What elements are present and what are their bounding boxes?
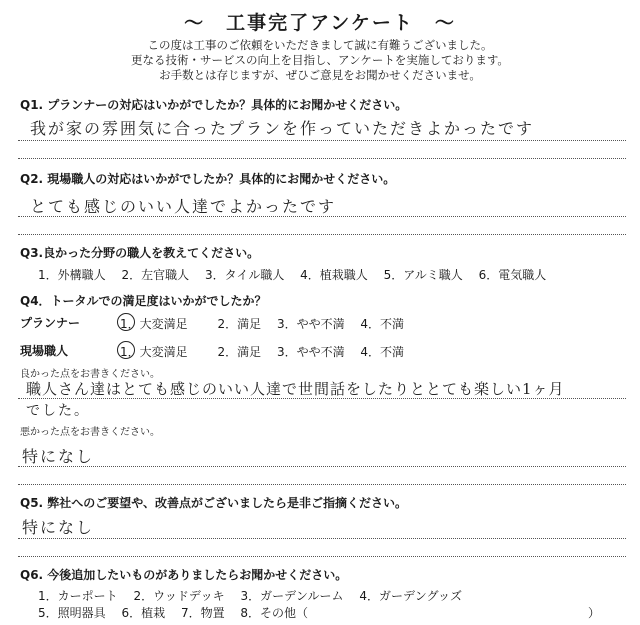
option-somewhat-dissatisfied[interactable]: 3．やや不満 <box>276 345 345 359</box>
option-other[interactable]: 8．その他（ <box>240 606 309 620</box>
q6-options-row1 <box>38 587 472 604</box>
answer-line <box>18 466 626 467</box>
survey-title: ～ 工事完了アンケート ～ <box>184 12 456 34</box>
option-lighting[interactable]: 5．照明器具 <box>38 606 106 620</box>
intro-text <box>0 38 640 83</box>
q2-question: Q2. 現場職人の対応はいかがでしたか？具体的にお聞かせください。 <box>20 172 396 186</box>
option-plasterer[interactable]: 2．左官職人 <box>121 268 190 282</box>
q2-answer: とても感じのいい人達でよかったです <box>30 197 337 216</box>
bad-points-label: 悪かった点をお書きください。 <box>20 427 160 438</box>
option-storage[interactable]: 7．物置 <box>180 606 225 620</box>
q6-question: Q6. 今後追加したいものがありましたらお聞かせください。 <box>20 568 348 582</box>
option-garden-goods[interactable]: 4．ガーデングッズ <box>359 589 462 603</box>
craftsman-options <box>120 343 414 360</box>
answer-line <box>18 158 626 159</box>
option-somewhat-dissatisfied[interactable]: 3．やや不満 <box>276 317 345 331</box>
answer-line <box>18 556 626 557</box>
option-garden-room[interactable]: 3．ガーデンルーム <box>240 589 344 603</box>
q5-question: Q5. 弊社へのご要望や、改善点がございましたら是非ご指摘ください。 <box>20 496 408 510</box>
q4-question: Q4．トータルでの満足度はいかがでしたか？ <box>20 294 267 308</box>
option-satisfied[interactable]: 2．満足 <box>217 317 262 331</box>
q1-answer: 我が家の雰囲気に合ったプランを作っていただきよかったです <box>30 119 535 138</box>
answer-line <box>18 538 626 539</box>
option-dissatisfied[interactable]: 4．不満 <box>360 317 405 331</box>
q3-question: Q3.良かった分野の職人を教えてください。 <box>20 246 260 260</box>
bad-points-answer: 特になし <box>22 447 95 466</box>
q6-options-row2 <box>38 604 610 621</box>
answer-line <box>18 234 626 235</box>
good-points-label: 良かった点をお書きください。 <box>20 369 160 380</box>
planner-options <box>120 315 414 332</box>
option-very-satisfied[interactable]: 1．大変満足 <box>120 345 188 359</box>
good-points-answer: 職人さん達はとても感じのいい人達で世間話をしたりととても楽しい1ヶ月 <box>26 380 565 398</box>
option-satisfied[interactable]: 2．満足 <box>217 345 262 359</box>
craftsman-label: 現場職人 <box>20 344 69 358</box>
close-paren: ） <box>588 606 601 620</box>
option-electric[interactable]: 6．電気職人 <box>478 268 547 282</box>
answer-line <box>18 484 626 485</box>
intro-line: お手数とは存じますが、ぜひご意見をお聞かせくださいませ。 <box>159 68 481 82</box>
q3-options <box>38 266 556 283</box>
answer-line <box>18 140 626 141</box>
planner-label: プランナー <box>20 316 81 330</box>
option-planting[interactable]: 4．植栽職人 <box>300 268 368 282</box>
q1-question: Q1. プランナーの対応はいかがでしたか？具体的にお聞かせください。 <box>20 98 408 112</box>
good-points-answer-cont: でした。 <box>26 403 90 419</box>
option-tile[interactable]: 3．タイル職人 <box>204 268 285 282</box>
intro-line: 更なる技術・サービスの向上を目指し、アンケートを実施しております。 <box>131 53 509 67</box>
option-carport[interactable]: 1．カーポート <box>38 589 118 603</box>
option-exterior[interactable]: 1．外構職人 <box>38 268 106 282</box>
option-aluminum[interactable]: 5．アルミ職人 <box>383 268 463 282</box>
q5-answer: 特になし <box>22 518 95 537</box>
answer-line <box>18 216 626 217</box>
option-wood-deck[interactable]: 2．ウッドデッキ <box>133 589 225 603</box>
intro-line: この度は工事のご依頼をいただきまして誠に有難うございました。 <box>147 38 493 52</box>
option-very-satisfied[interactable]: 1．大変満足 <box>120 317 188 331</box>
answer-line <box>18 398 626 399</box>
option-planting[interactable]: 6．植栽 <box>121 606 166 620</box>
option-dissatisfied[interactable]: 4．不満 <box>360 345 405 359</box>
